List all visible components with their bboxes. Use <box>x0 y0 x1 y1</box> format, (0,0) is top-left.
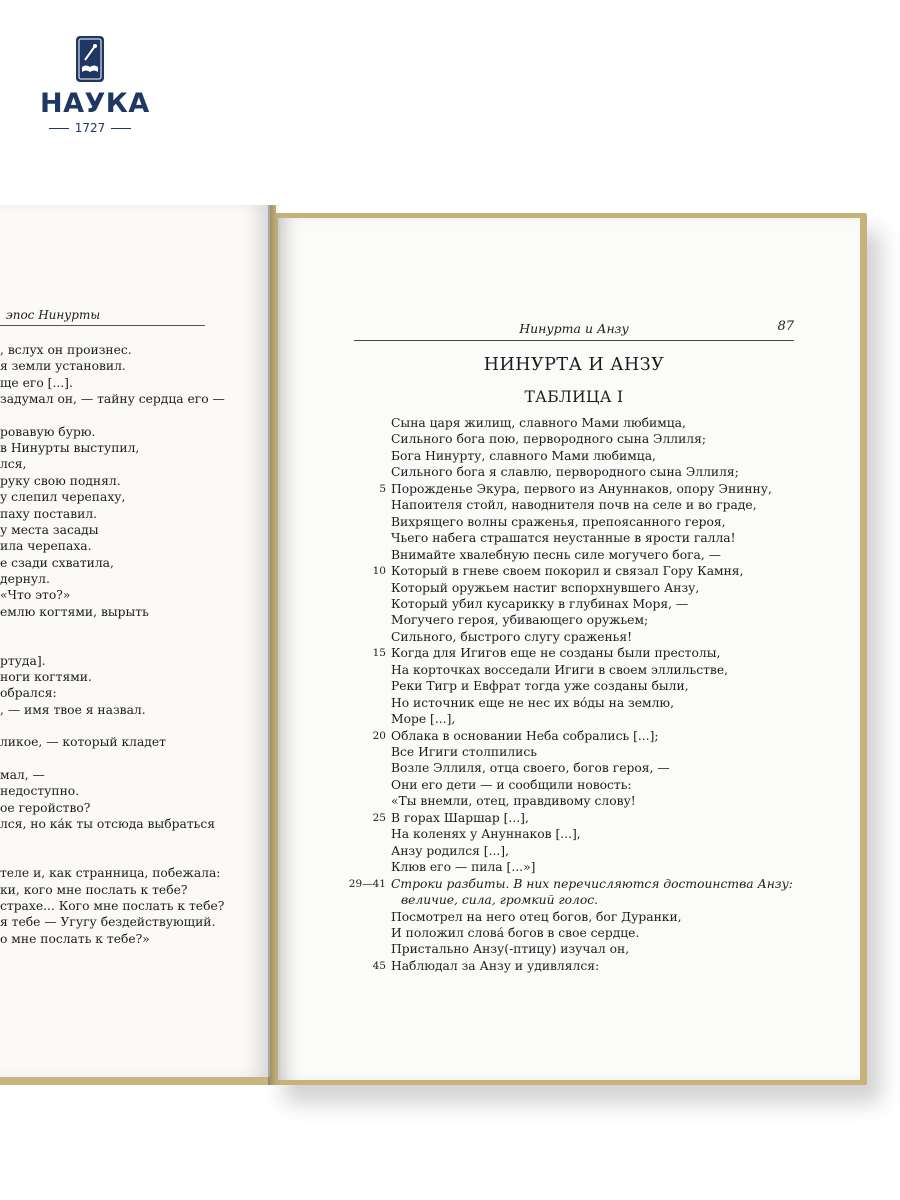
poem-line-text: величие, сила, громкий голос. <box>401 893 599 908</box>
poem-line-text: Который оружьем настиг вспорхнувшего Анзу, <box>391 580 700 595</box>
left-page-line: руку свою поднял. <box>0 473 121 488</box>
poem-line <box>278 580 860 596</box>
poem-line-text: Который в гневе своем покорил и связал Гору Камня, <box>391 564 744 579</box>
publisher-logo <box>40 36 150 135</box>
left-page-line: я тебе — Угугу бездействующий. <box>0 915 216 930</box>
right-running-head <box>354 318 794 341</box>
poem-line <box>278 497 860 513</box>
poem-line <box>278 744 860 760</box>
poem-title: НИНУРТА И АНЗУ <box>483 355 665 375</box>
left-page-line: у слепил черепаху, <box>0 490 126 505</box>
poem-line-text: Напоителя стойл, наводнителя почв на селе и во граде, <box>391 498 757 513</box>
poem-line-text: Они его дети — и сообщили новость: <box>391 777 632 792</box>
poem-line <box>278 909 860 925</box>
left-page-line: в Нинурты выступил, <box>0 441 140 456</box>
poem-line-text: И положил слова́ богов в свое сердце. <box>391 925 640 940</box>
poem-line <box>278 431 860 447</box>
poem-line-text: Чьего набега страшатся неустанные в ярости галла! <box>391 531 736 546</box>
left-page-line: ликое, — который кладет <box>0 735 166 750</box>
poem-line <box>278 826 860 842</box>
poem-line-text: Вихрящего волны сраженья, препоясанного героя, <box>391 514 726 529</box>
poem-line-text: Возле Эллиля, отца своего, богов героя, — <box>391 761 670 776</box>
poem-line-text: Клюв его — пила [...»] <box>391 860 536 875</box>
poem-line-text: Когда для Игигов еще не созданы были престолы, <box>391 646 721 661</box>
poem-line-text: В горах Шаршар [...], <box>391 810 529 825</box>
left-page-line: ила черепаха. <box>0 539 92 554</box>
left-page-line: лся, <box>0 457 27 472</box>
year-rule-left <box>49 128 69 129</box>
line-number: 29—41 <box>348 877 386 890</box>
poem-line-text: Сильного, быстрого слугу сраженья! <box>391 629 633 644</box>
poem-line <box>278 415 860 431</box>
poem-line-text: Все Игиги столпились <box>391 745 537 759</box>
poem-line-text: Наблюдал за Анзу и удивлялся: <box>391 958 600 973</box>
line-number: 5 <box>379 482 386 495</box>
poem-line-text: Строки разбиты. В них перечисляются достоинства Анзу: <box>391 876 793 891</box>
left-page-line: у места засады <box>0 522 99 537</box>
line-number: 15 <box>372 647 386 660</box>
poem-line-text: Посмотрел на него отец богов, бог Дуранки, <box>391 909 682 924</box>
left-page-line: теле и, как странница, побежала: <box>0 866 221 881</box>
poem-line <box>278 892 860 908</box>
left-page-line: , — имя твое я назвал. <box>0 702 146 717</box>
left-page-line: страхе... Кого мне послать к тебе? <box>0 898 225 913</box>
poem-line <box>278 530 860 546</box>
poem-line-text: Который убил кусарикку в глубинах Моря, — <box>391 596 689 611</box>
poem-line <box>278 941 860 957</box>
left-page-line: мал, — <box>0 768 45 783</box>
running-title: Нинурта и Анзу <box>519 321 629 336</box>
poem-line-text: Сына царя жилищ, славного Мами любимца, <box>391 416 686 430</box>
poem-line <box>278 777 860 793</box>
poem-line-text: Сильного бога я славлю, первородного сына Эллиля; <box>391 465 739 480</box>
book-emblem-icon <box>76 36 104 82</box>
poem-line-text: «Ты внемли, отец, правдивому слову! <box>391 794 636 809</box>
poem-line-text: Но источник еще не нес их во́ды на землю, <box>391 695 675 710</box>
left-page-line: обрался: <box>0 686 57 701</box>
left-page-line: ровавую бурю. <box>0 424 96 439</box>
poem-line-text: На корточках восседали Игиги в своем эллильстве, <box>391 662 729 677</box>
right-page <box>278 218 860 1080</box>
left-page-line: дернул. <box>0 571 50 586</box>
poem-line <box>278 958 860 974</box>
poem-line <box>278 448 860 464</box>
poem-line <box>278 481 860 497</box>
left-page <box>0 205 270 1077</box>
poem-line-text: Пристально Анзу(-птицу) изучал он, <box>391 942 630 957</box>
poem-line <box>278 678 860 694</box>
poem-line-text: Могучего героя, убивающего оружьем; <box>391 613 649 628</box>
poem-line <box>278 859 860 875</box>
left-page-line: я земли установил. <box>0 359 126 374</box>
line-number: 45 <box>372 959 386 972</box>
poem-line-text: Внимайте хвалебную песнь силе могучего бога, — <box>391 547 721 562</box>
poem-line-text: Бога Нинурту, славного Мами любимца, <box>391 448 656 463</box>
left-running-head-text: эпос Нинурты <box>6 308 101 322</box>
line-number: 25 <box>372 811 386 824</box>
poem-line <box>278 925 860 941</box>
poem-line <box>278 810 860 826</box>
poem-line-text: Реки Тигр и Евфрат тогда уже созданы были, <box>391 679 689 694</box>
poem-line <box>278 695 860 711</box>
poem-line-text: Анзу родился [...], <box>391 843 509 858</box>
left-page-line: недоступно. <box>0 784 80 799</box>
publisher-year-text: 1727 <box>74 121 106 135</box>
poem-line <box>278 876 860 892</box>
left-running-head <box>0 306 205 326</box>
left-page-line: ки, кого мне послать к тебе? <box>0 882 188 897</box>
poem-line-text: Облака в основании Неба собрались [...]; <box>391 728 659 743</box>
left-page-line: , вслух он произнес. <box>0 343 132 357</box>
poem-line <box>278 464 860 480</box>
poem-line-text: Порожденье Экура, первого из Ануннаков, опору Энинну, <box>391 481 772 496</box>
poem-line <box>278 629 860 645</box>
left-page-line: е сзади схватила, <box>0 555 114 570</box>
line-number: 20 <box>372 729 386 742</box>
poem-line <box>278 843 860 859</box>
page-number: 87 <box>777 319 794 334</box>
left-page-line: ртуда]. <box>0 653 46 668</box>
poem-line <box>278 728 860 744</box>
poem-line <box>278 596 860 612</box>
publisher-name: НАУКА <box>40 88 150 119</box>
poem-line <box>278 612 860 628</box>
left-page-line: ое геройство? <box>0 800 91 815</box>
poem-line-text: Сильного бога пою, первородного сына Эллиля; <box>391 432 706 447</box>
left-page-line: «Что это?» <box>0 588 71 603</box>
left-page-line: лся, но ка́к ты отсюда выбраться <box>0 817 215 832</box>
poem-line <box>278 514 860 530</box>
tablet-title: ТАБЛИЦА I <box>524 388 624 406</box>
left-page-line: ще его [...]. <box>0 375 73 390</box>
left-page-line: задумал он, — тайну сердца его — <box>0 392 225 407</box>
poem-line <box>278 547 860 563</box>
publisher-year <box>40 121 140 135</box>
poem-line <box>278 645 860 661</box>
line-number: 10 <box>372 565 386 578</box>
left-page-line: емлю когтями, вырыть <box>0 604 149 619</box>
poem-line <box>278 793 860 809</box>
poem-line-text: На коленях у Ануннаков [...], <box>391 827 581 842</box>
year-rule-right <box>111 128 131 129</box>
poem-line <box>278 563 860 579</box>
poem-line <box>278 760 860 776</box>
poem-line <box>278 711 860 727</box>
book-gutter <box>268 205 282 1085</box>
left-page-line: о мне послать к тебе?» <box>0 931 150 946</box>
poem-line <box>278 662 860 678</box>
poem-line-text: Море [...], <box>391 712 456 727</box>
left-page-line: паху поставил. <box>0 506 98 521</box>
left-page-line: ноги когтями. <box>0 670 92 684</box>
open-book <box>0 205 900 1100</box>
